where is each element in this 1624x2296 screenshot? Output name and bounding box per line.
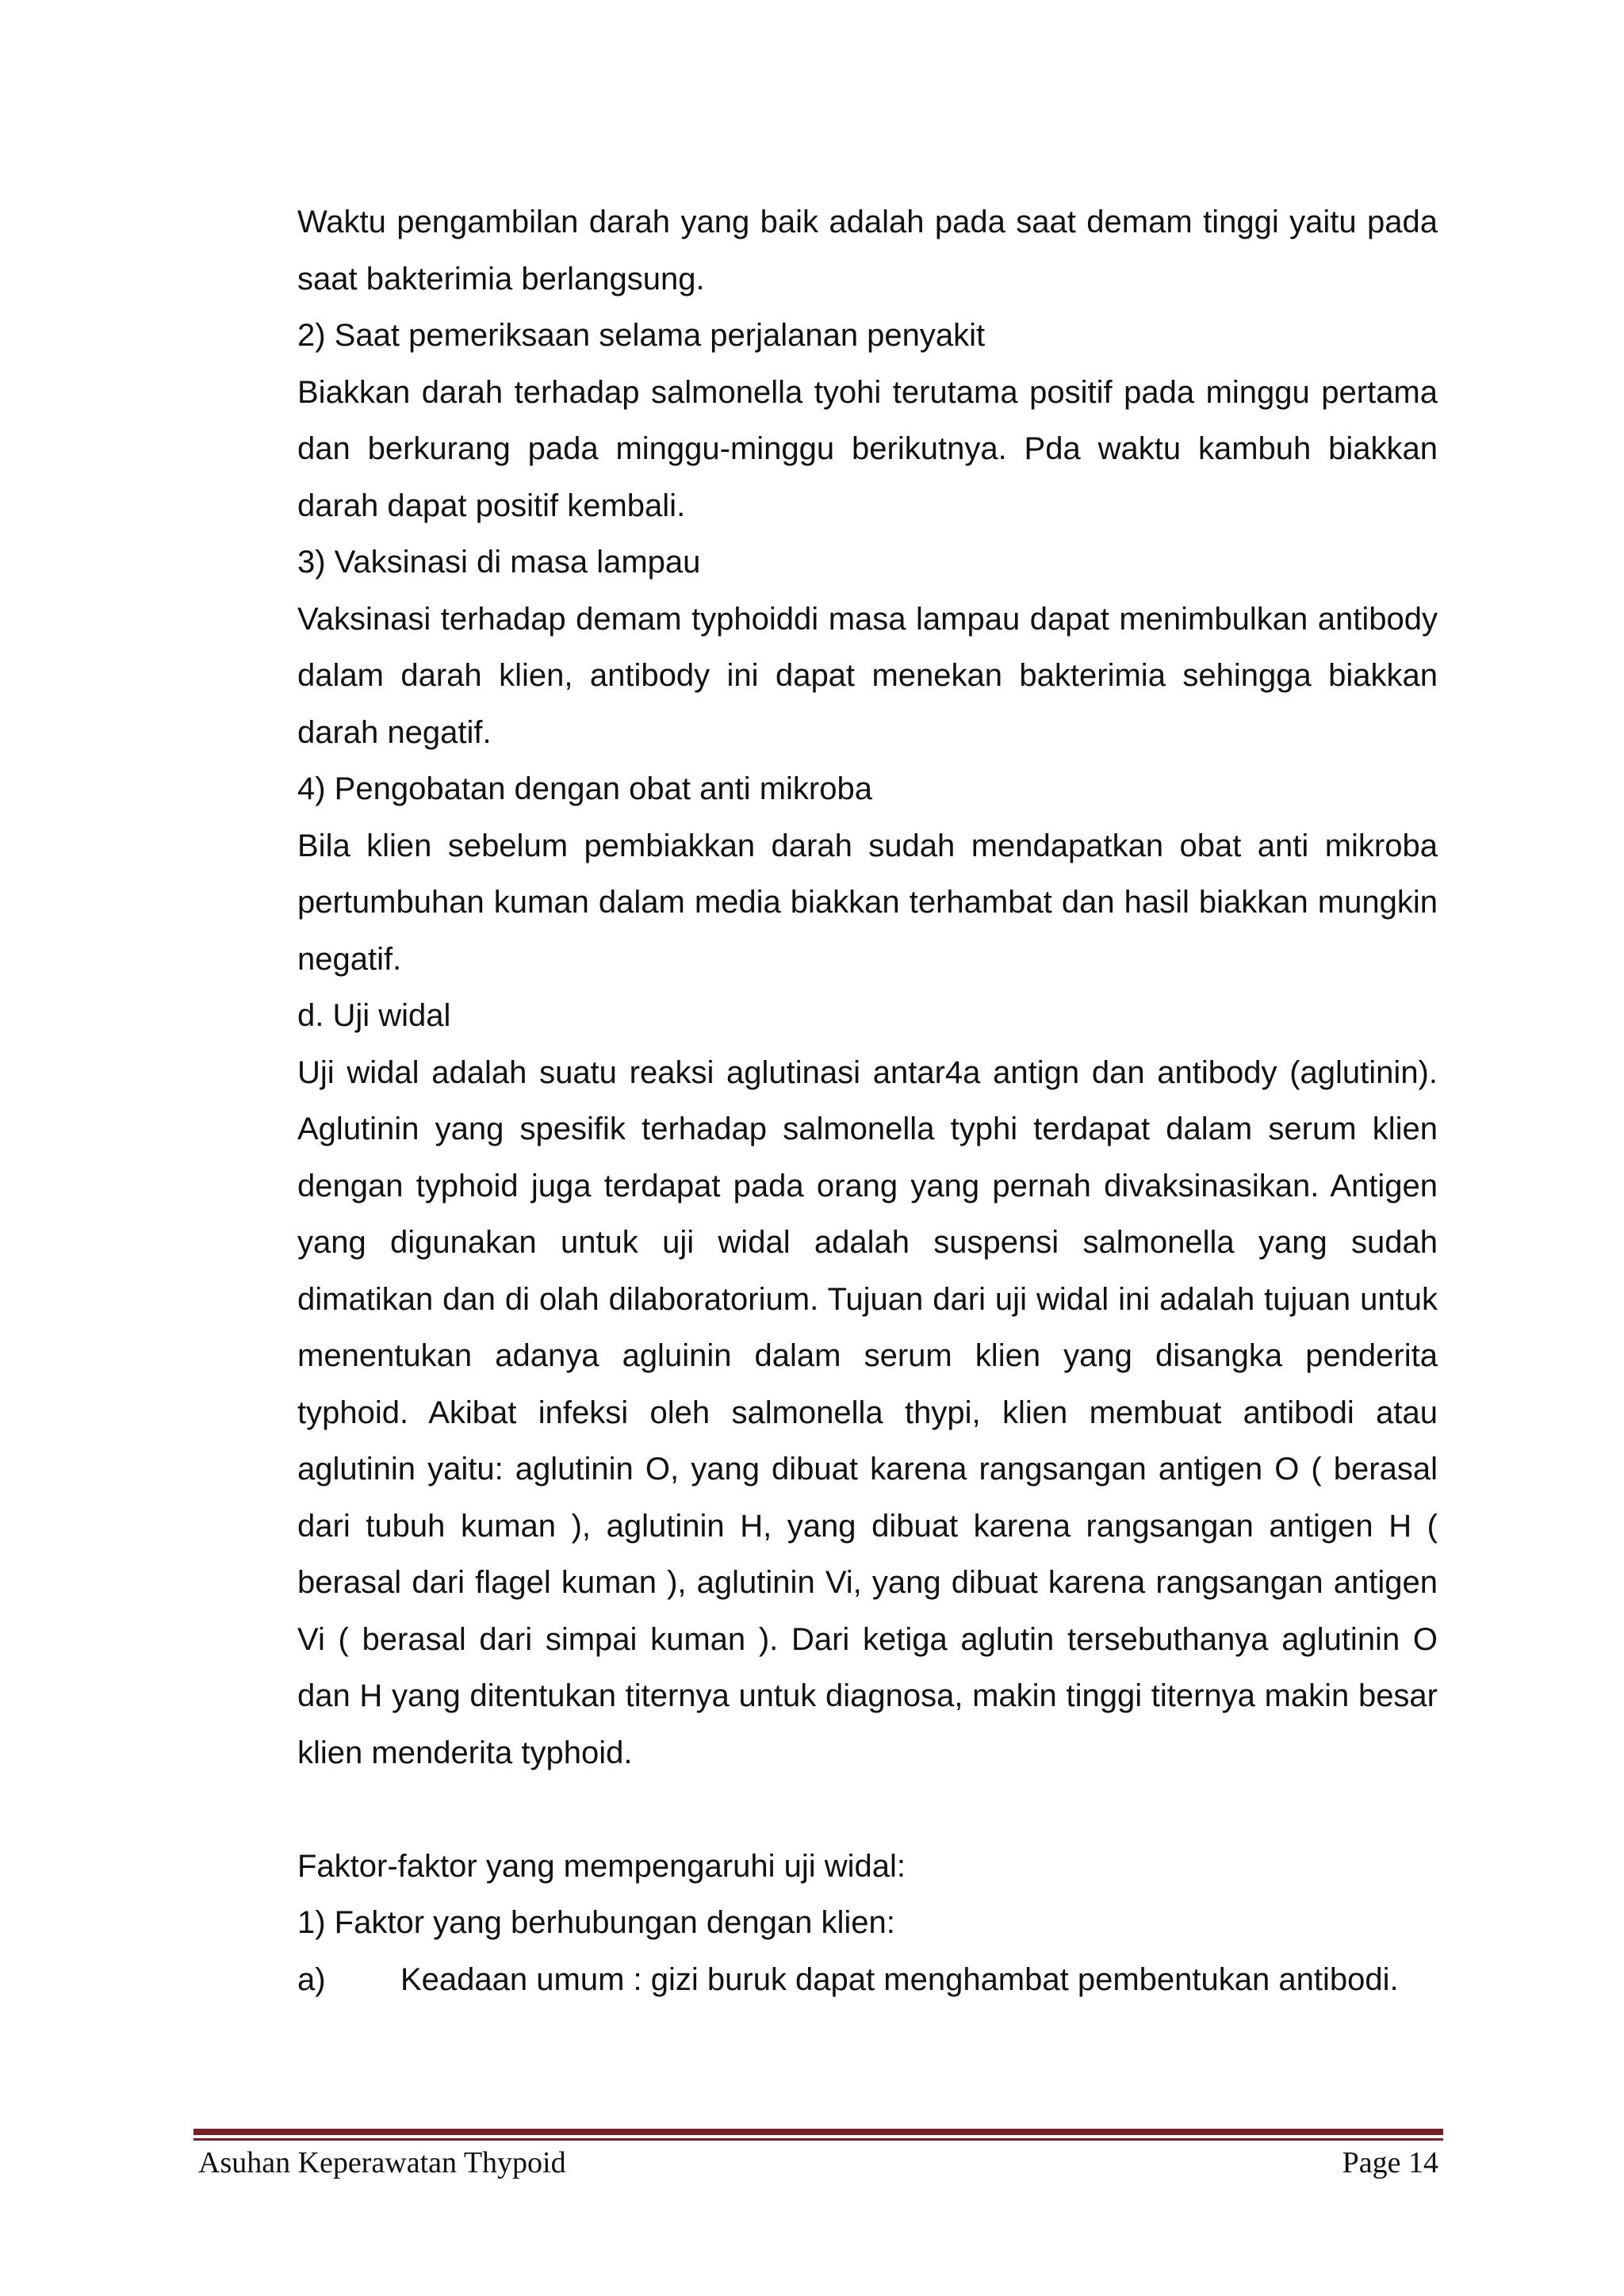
list-item-text: Keadaan umum : gizi buruk dapat menghambat pembentukan antibodi. xyxy=(400,1961,1399,1997)
footer-document-title: Asuhan Keperawatan Thypoid xyxy=(198,2146,566,2179)
footer-page-number: Page 14 xyxy=(1342,2146,1438,2179)
list-item-marker: a) xyxy=(297,1961,326,1997)
subheading-widal-test: d. Uji widal xyxy=(297,998,451,1033)
footer-rule-thin xyxy=(193,2138,1443,2141)
factor-client-heading: 1) Faktor yang berhubungan dengan klien: xyxy=(297,1905,895,1940)
footer-rule-thick xyxy=(193,2129,1443,2135)
subheading-past-vaccination: 3) Vaksinasi di masa lampau xyxy=(297,545,701,580)
paragraph-blood-sampling-time: Waktu pengambilan darah yang baik adalah pada saat demam tinggi yaitu pada saat bakterimia berlangsung. xyxy=(297,205,1438,297)
subheading-examination-during-illness: 2) Saat pemeriksaan selama perjalanan penyakit xyxy=(297,318,986,353)
page-footer xyxy=(198,2145,1438,2193)
paragraph-vaccination: Vaksinasi terhadap demam typhoiddi masa lampau dapat menimbulkan antibody dalam darah klien, antibody ini dapat menekan bakterimia sehingga biakkan darah negatif. xyxy=(297,601,1438,750)
factors-heading: Faktor-faktor yang mempengaruhi uji widal: xyxy=(297,1848,906,1884)
subheading-antimicrobial-treatment: 4) Pengobatan dengan obat anti mikroba xyxy=(297,771,872,806)
paragraph-blood-culture: Biakkan darah terhadap salmonella tyohi terutama positif pada minggu pertama dan berkurang pada minggu-minggu berikutnya. Pda waktu kambuh biakkan darah dapat positif kembali. xyxy=(297,374,1438,523)
paragraph-widal-test: Uji widal adalah suatu reaksi aglutinasi antar4a antign dan antibody (aglutinin). Aglutinin yang spesifik terhadap salmonella typhi terdapat dalam serum klien dengan typhoid juga terdapat pada orang yang pernah divaksinasikan. Antigen yang digunakan untuk uji widal adalah suspensi salmonella yang sudah dimatikan dan di olah dilaboratorium. Tujuan dari uji widal ini adalah tujuan untuk menentukan adanya agluinin dalam serum klien yang disangka penderita typhoid. Akibat infeksi oleh salmonella thypi, klien membuat antibodi atau aglutinin yaitu: aglutinin O, yang dibuat karena rangsangan antigen O ( berasal dari tubuh kuman ), aglutinin H, yang dibuat karena rangsangan antigen H ( berasal dari flagel kuman ), aglutinin Vi, yang dibuat karena rangsangan antigen Vi ( berasal dari simpai kuman ). Dari ketiga aglutin tersebuthanya aglutinin O dan H yang ditentukan titernya untuk diagnosa, makin tinggi titernya makin besar klien menderita typhoid. xyxy=(297,1054,1438,1770)
paragraph-antimicrobial: Bila klien sebelum pembiakkan darah sudah mendapatkan obat anti mikroba pertumbuhan kuman dalam media biakkan terhambat dan hasil biakkan mungkin negatif. xyxy=(297,828,1438,977)
blank-line xyxy=(297,1781,1438,1839)
page-body xyxy=(297,194,1438,2008)
list-item xyxy=(297,1952,1438,2009)
